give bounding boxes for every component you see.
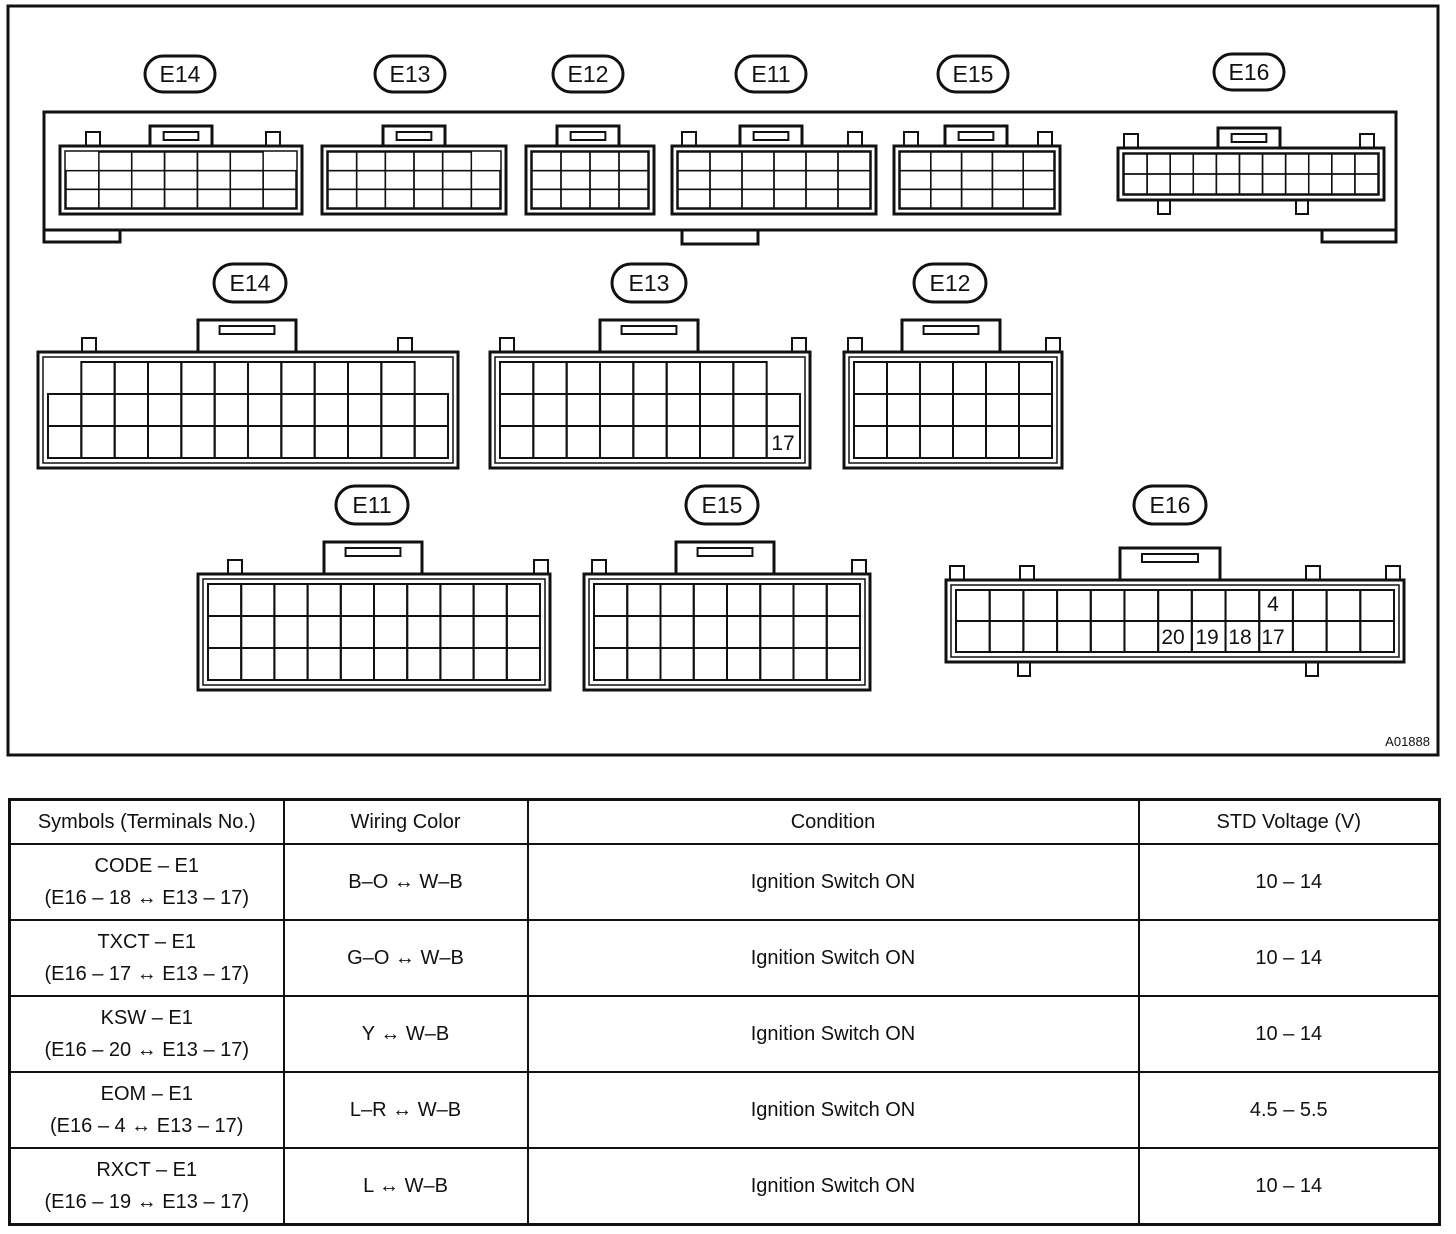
terminal-numbers: (E16 – 18 ↔ E13 – 17) [44, 887, 250, 909]
header-symbols: Symbols (Terminals No.) [10, 800, 284, 845]
label-text: E15 [952, 61, 994, 87]
connector-latch [676, 542, 774, 574]
connector-ear [1306, 566, 1320, 580]
label-text: E16 [1228, 59, 1270, 85]
header-wiring-color: Wiring Color [284, 800, 528, 845]
label-e11-top [736, 56, 806, 92]
connector-ear [266, 132, 280, 146]
label-e11-large [336, 486, 408, 524]
connector-latch [324, 542, 422, 574]
voltage-cell: 10 – 14 [1139, 920, 1440, 996]
connector-e12 [844, 320, 1062, 468]
terminal-numbers: (E16 – 20 ↔ E13 – 17) [44, 1039, 250, 1061]
condition-cell: Ignition Switch ON [528, 1072, 1139, 1148]
label-text: E15 [701, 492, 743, 518]
symbol-cell [10, 996, 284, 1072]
connector-ear [682, 132, 696, 146]
voltage-cell: 10 – 14 [1139, 996, 1440, 1072]
connector-ear [1038, 132, 1052, 146]
symbol-cell [10, 1072, 284, 1148]
condition-cell: Ignition Switch ON [528, 920, 1139, 996]
label-e13-large [612, 264, 686, 302]
connector-housing [894, 146, 1060, 214]
voltage-cell: 10 – 14 [1139, 844, 1440, 920]
row3-connector-labels [336, 486, 1206, 524]
connector-e16 [946, 548, 1404, 676]
terminal-numbers: (E16 – 17 ↔ E13 – 17) [44, 963, 250, 985]
connector-latch [945, 126, 1007, 146]
label-e12-top [553, 56, 623, 92]
terminal-numbers: (E16 – 4 ↔ E13 – 17) [50, 1115, 244, 1137]
connector-ear [500, 338, 514, 352]
header-condition: Condition [528, 800, 1139, 845]
voltage-cell: 4.5 – 5.5 [1139, 1072, 1440, 1148]
table-row [10, 1148, 1440, 1225]
ecu-connector-sockets [60, 126, 1384, 214]
pin-label-e16-17: 17 [1261, 626, 1285, 649]
connector-latch [150, 126, 212, 146]
connector-latch [1120, 548, 1220, 580]
connector-ear [1046, 338, 1060, 352]
terminal-spec-table [8, 798, 1441, 1226]
symbol-name: RXCT – E1 [96, 1159, 198, 1181]
symbol-cell [10, 920, 284, 996]
connector-tab [1158, 200, 1170, 214]
symbol-name: KSW – E1 [100, 1007, 193, 1029]
socket-e12 [526, 126, 654, 214]
label-e14-top [145, 56, 215, 92]
pin-label-e13-17: 17 [771, 432, 795, 455]
label-text: E16 [1149, 492, 1191, 518]
symbol-name: EOM – E1 [100, 1083, 193, 1105]
label-e15-top [938, 56, 1008, 92]
label-text: E14 [159, 61, 201, 87]
connector-ear [848, 338, 862, 352]
condition-cell: Ignition Switch ON [528, 844, 1139, 920]
figure-code: A01888 [1385, 734, 1430, 749]
connector-e14 [38, 320, 458, 468]
label-text: E13 [628, 270, 670, 296]
connector-housing [490, 352, 810, 468]
label-e15-large [686, 486, 758, 524]
symbol-cell [10, 844, 284, 920]
connector-ear [1020, 566, 1034, 580]
voltage-cell: 10 – 14 [1139, 1148, 1440, 1225]
label-e16-large [1134, 486, 1206, 524]
connector-ear [904, 132, 918, 146]
connector-ear [848, 132, 862, 146]
connector-ear [950, 566, 964, 580]
connector-latch [740, 126, 802, 146]
wiring-color-cell: G–O ↔ W–B [284, 920, 528, 996]
label-text: E14 [229, 270, 271, 296]
label-text: E11 [751, 61, 791, 87]
connector-tab [1018, 662, 1030, 676]
label-text: E12 [929, 270, 971, 296]
symbol-cell [10, 1148, 284, 1225]
pin-label-e16-4: 4 [1267, 593, 1279, 616]
connector-latch [1218, 128, 1280, 148]
connector-latch [902, 320, 1000, 352]
label-text: E12 [567, 61, 609, 87]
symbol-name: CODE – E1 [94, 855, 199, 877]
connector-ear [86, 132, 100, 146]
pin-label-e16-18: 18 [1228, 626, 1252, 649]
connector-ear [228, 560, 242, 574]
connector-tab [1306, 662, 1318, 676]
pin-label-e16-20: 20 [1161, 626, 1185, 649]
condition-cell: Ignition Switch ON [528, 996, 1139, 1072]
wiring-color-cell: L–R ↔ W–B [284, 1072, 528, 1148]
socket-e14 [60, 126, 302, 214]
connector-ear [1360, 134, 1374, 148]
socket-e16 [1118, 128, 1384, 214]
wiring-color-cell: B–O ↔ W–B [284, 844, 528, 920]
socket-e13 [322, 126, 506, 214]
connector-latch [600, 320, 698, 352]
table-row [10, 844, 1440, 920]
table-row [10, 996, 1440, 1072]
table-header-row [10, 800, 1440, 845]
symbol-name: TXCT – E1 [97, 931, 197, 953]
connector-ear [592, 560, 606, 574]
label-e14-large [214, 264, 286, 302]
connector-ear [1124, 134, 1138, 148]
top-connector-labels [145, 54, 1284, 92]
label-text: E13 [389, 61, 431, 87]
connector-housing [60, 146, 302, 214]
connector-latch [557, 126, 619, 146]
connector-ear [792, 338, 806, 352]
label-e12-large [914, 264, 986, 302]
wiring-color-cell: Y ↔ W–B [284, 996, 528, 1072]
connector-ear [852, 560, 866, 574]
connector-ear [82, 338, 96, 352]
table-row [10, 920, 1440, 996]
connector-latch [198, 320, 296, 352]
connector-e11 [198, 542, 550, 690]
header-std-voltage: STD Voltage (V) [1139, 800, 1440, 845]
label-e13-top [375, 56, 445, 92]
label-text: E11 [352, 492, 392, 518]
connector-e15 [584, 542, 870, 690]
connector-e13 [490, 320, 810, 468]
wiring-color-cell: L ↔ W–B [284, 1148, 528, 1225]
connector-ear [534, 560, 548, 574]
label-e16-top [1214, 54, 1284, 90]
row2-connector-labels [214, 264, 986, 302]
connector-tab [1296, 200, 1308, 214]
connector-ear [398, 338, 412, 352]
condition-cell: Ignition Switch ON [528, 1148, 1139, 1225]
connector-latch [383, 126, 445, 146]
table-row [10, 1072, 1440, 1148]
socket-e15 [894, 126, 1060, 214]
terminal-numbers: (E16 – 19 ↔ E13 – 17) [44, 1191, 250, 1213]
connector-ear [1386, 566, 1400, 580]
pin-label-e16-19: 19 [1195, 626, 1219, 649]
socket-e11 [672, 126, 876, 214]
